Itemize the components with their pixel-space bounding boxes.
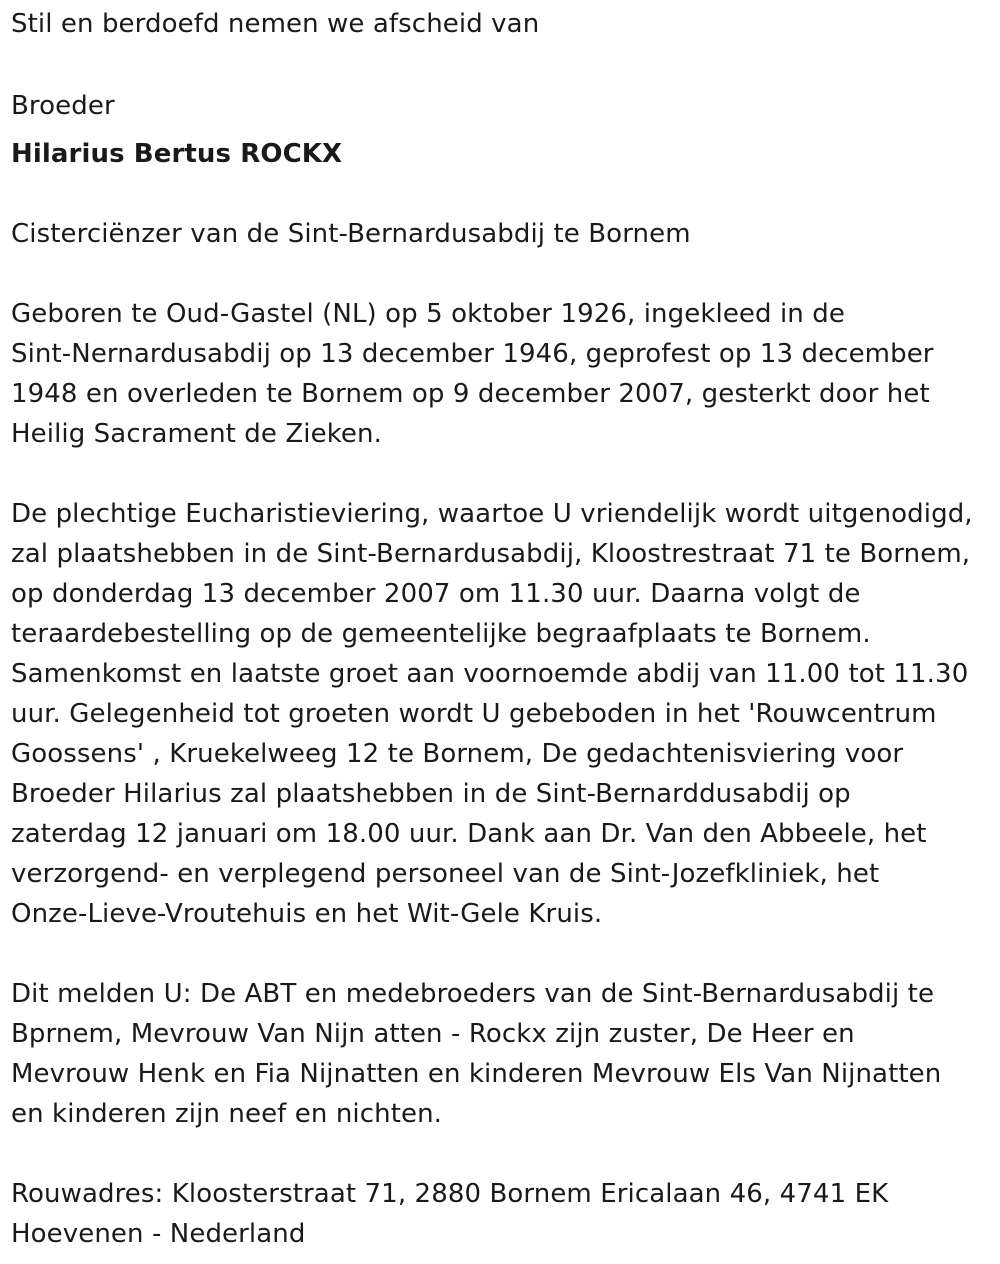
paragraph-line: op donderdag 13 december 2007 om 11.30 uur. Daarna volgt de [11, 579, 861, 609]
paragraph-line: De plechtige Eucharistieviering, waartoe U vriendelijk wordt uitgenodigd, [11, 499, 973, 529]
paragraph-line: Onze-Lieve-Vroutehuis en het Wit-Gele Kruis. [11, 899, 603, 929]
deceased-name: Hilarius Bertus ROCKX [11, 139, 343, 169]
paragraph-line: Dit melden U: De ABT en medebroeders van de Sint-Bernardusabdij te [11, 979, 935, 1009]
paragraph-line: Goossens' , Kruekelweeg 12 te Bornem, De gedachtenisviering voor [11, 739, 904, 769]
title-prefix: Broeder [11, 91, 115, 121]
paragraph-line: Geboren te Oud-Gastel (NL) op 5 oktober 1926, ingekleed in de [11, 299, 845, 329]
paragraph-line: teraardebestelling op de gemeentelijke begraafplaats te Bornem. [11, 619, 871, 649]
paragraph-line: Sint-Nernardusabdij op 13 december 1946, geprofest op 13 december [11, 339, 934, 369]
paragraph-line: zal plaatshebben in de Sint-Bernardusabdij, Kloostrestraat 71 te Bornem, [11, 539, 971, 569]
paragraph-line: Broeder Hilarius zal plaatshebben in de Sint-Bernarddusabdij op [11, 779, 851, 809]
paragraph-line: Hoevenen - Nederland [11, 1219, 306, 1249]
paragraph-line: Rouwadres: Kloosterstraat 71, 2880 Bornem Ericalaan 46, 4741 EK [11, 1179, 889, 1209]
paragraph-line: verzorgend- en verplegend personeel van de Sint-Jozefkliniek, het [11, 859, 880, 889]
paragraph-line: Mevrouw Henk en Fia Nijnatten en kinderen Mevrouw Els Van Nijnatten [11, 1059, 942, 1089]
paragraph-line: Samenkomst en laatste groet aan voornoemde abdij van 11.00 tot 11.30 [11, 659, 969, 689]
paragraph-line: 1948 en overleden te Bornem op 9 december 2007, gesterkt door het [11, 379, 930, 409]
paragraph-line: uur. Gelegenheid tot groeten wordt U gebeboden in het 'Rouwcentrum [11, 699, 937, 729]
paragraph-line: zaterdag 12 januari om 18.00 uur. Dank aan Dr. Van den Abbeele, het [11, 819, 927, 849]
paragraph-line: Bprnem, Mevrouw Van Nijn atten - Rockx zijn zuster, De Heer en [11, 1019, 855, 1049]
paragraph-line: Heilig Sacrament de Zieken. [11, 419, 382, 449]
religious-order: Cisterciënzer van de Sint-Bernardusabdij te Bornem [11, 219, 691, 249]
paragraph-line: en kinderen zijn neef en nichten. [11, 1099, 443, 1129]
intro-text: Stil en berdoefd nemen we afscheid van [11, 9, 540, 39]
